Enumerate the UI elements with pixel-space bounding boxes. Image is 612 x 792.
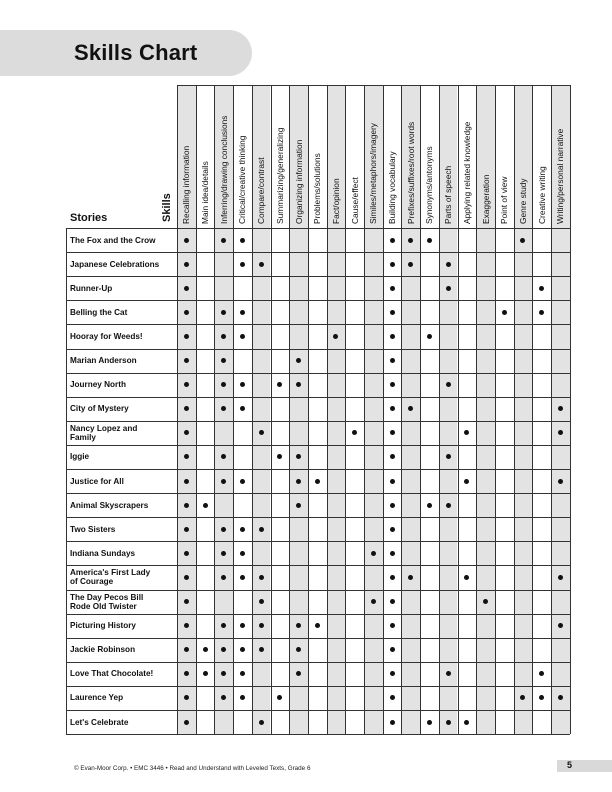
column-divider <box>271 85 272 734</box>
story-name-line: Belling the Cat <box>70 307 128 317</box>
skill-dot <box>240 310 245 315</box>
skill-dot <box>240 623 245 628</box>
skill-header-label: Creative writing <box>536 166 547 224</box>
column-divider <box>345 85 346 734</box>
story-name <box>70 308 127 317</box>
skill-dot <box>184 382 189 387</box>
skill-dot <box>464 430 469 435</box>
skill-dot <box>464 575 469 580</box>
story-name <box>70 284 112 293</box>
column-divider <box>420 85 421 734</box>
column-divider <box>177 85 178 734</box>
story-name-line: Nancy Lopez and <box>70 423 138 433</box>
column-divider <box>196 85 197 734</box>
skill-dot <box>184 262 189 267</box>
skill-dot <box>259 599 264 604</box>
skill-dot <box>277 454 282 459</box>
skill-dot <box>390 406 395 411</box>
skill-dot <box>390 358 395 363</box>
skill-dot <box>390 503 395 508</box>
skill-dot <box>446 382 451 387</box>
story-name-line: The Fox and the Crow <box>70 235 156 245</box>
skill-dot <box>184 720 189 725</box>
story-name-line: Justice for All <box>70 476 124 486</box>
skill-dot <box>184 575 189 580</box>
skill-dot <box>203 647 208 652</box>
skill-dot <box>390 623 395 628</box>
story-name-line: Marian Anderson <box>70 356 137 366</box>
skill-header-label: Building vocabulary <box>387 151 398 224</box>
skill-dot <box>352 430 357 435</box>
skill-dot <box>446 262 451 267</box>
column-divider <box>327 85 328 734</box>
story-name-line: City of Mystery <box>70 404 129 414</box>
story-name-line: Animal Skyscrapers <box>70 500 149 510</box>
story-name-line: Iggie <box>70 452 90 462</box>
skill-dot <box>184 503 189 508</box>
story-name-line: Picturing History <box>70 621 136 631</box>
story-name-line: America's First Lady <box>70 568 151 578</box>
skill-dot <box>427 238 432 243</box>
skill-dot <box>390 334 395 339</box>
skill-dot <box>240 647 245 652</box>
skill-dot <box>390 430 395 435</box>
skill-dot <box>184 551 189 556</box>
skill-dot <box>240 695 245 700</box>
skill-header-label: Writing/personal narrative <box>555 128 566 224</box>
skill-dot <box>390 310 395 315</box>
skill-dot <box>240 334 245 339</box>
story-name <box>70 621 136 630</box>
skill-dot <box>390 599 395 604</box>
skill-dot <box>390 238 395 243</box>
skill-dot <box>240 671 245 676</box>
skills-chart-grid <box>66 85 574 733</box>
story-name-line: The Day Pecos Bill <box>70 592 144 602</box>
column-divider <box>514 85 515 734</box>
story-name-line: Indiana Sundays <box>70 548 136 558</box>
story-column-border <box>66 228 67 734</box>
header-top-border <box>177 85 570 86</box>
skill-dot <box>390 286 395 291</box>
skill-dot <box>184 358 189 363</box>
story-name <box>70 549 135 558</box>
skill-dot <box>315 479 320 484</box>
story-name-line: Journey North <box>70 380 126 390</box>
story-name <box>70 424 137 442</box>
skills-axis-label: Skills <box>161 193 173 222</box>
skill-dot <box>427 334 432 339</box>
skill-dot <box>539 695 544 700</box>
skill-dot <box>259 527 264 532</box>
skill-dot <box>427 503 432 508</box>
skill-dot <box>446 286 451 291</box>
story-name <box>70 260 159 269</box>
skill-header-label: Similes/metaphors/imagery <box>368 123 379 224</box>
skill-dot <box>240 527 245 532</box>
skill-dot <box>259 623 264 628</box>
skill-dot <box>390 454 395 459</box>
skill-dot <box>390 671 395 676</box>
skill-header-label: Applying related knowledge <box>461 121 472 224</box>
column-divider <box>252 85 253 734</box>
story-name <box>70 332 143 341</box>
page-title: Skills Chart <box>74 40 198 65</box>
skill-header-label: Critical/creative thinking <box>237 135 248 224</box>
column-divider <box>401 85 402 734</box>
skill-dot <box>539 310 544 315</box>
skill-dot <box>184 623 189 628</box>
skill-dot <box>184 334 189 339</box>
story-name-line: Japanese Celebrations <box>70 259 160 269</box>
skill-dot <box>558 623 563 628</box>
skill-header-label: Compare/contrast <box>256 157 267 224</box>
skill-dot <box>221 527 226 532</box>
skill-dot <box>240 382 245 387</box>
skill-dot <box>184 286 189 291</box>
skill-header-label: Problems/solutions <box>312 153 323 224</box>
skill-dot <box>390 479 395 484</box>
skill-dot <box>296 503 301 508</box>
footer-credit: © Evan-Moor Corp. • EMC 3446 • Read and Understand with Leveled Texts, Grade 6 <box>74 765 311 772</box>
column-divider <box>532 85 533 734</box>
skill-dot <box>390 575 395 580</box>
skill-dot <box>221 479 226 484</box>
skill-header-label: Point of view <box>499 176 510 224</box>
skill-dot <box>240 262 245 267</box>
skill-dot <box>277 695 282 700</box>
skill-dot <box>315 623 320 628</box>
skill-dot <box>390 720 395 725</box>
skill-dot <box>259 575 264 580</box>
skill-dot <box>539 286 544 291</box>
story-name <box>70 593 143 611</box>
skill-dot <box>427 720 432 725</box>
story-name-line: Laurence Yep <box>70 693 124 703</box>
column-divider <box>214 85 215 734</box>
skill-dot <box>184 599 189 604</box>
column-divider <box>495 85 496 734</box>
skill-dot <box>240 551 245 556</box>
story-name-line: Runner-Up <box>70 283 113 293</box>
skill-dot <box>240 575 245 580</box>
page-number: 5 <box>567 760 573 770</box>
story-name <box>70 525 115 534</box>
skill-dot <box>240 238 245 243</box>
skill-dot <box>390 527 395 532</box>
page-number-tab <box>557 760 612 772</box>
skill-header-label: Fact/opinion <box>330 178 341 224</box>
skill-dot <box>446 503 451 508</box>
skill-dot <box>464 479 469 484</box>
story-name <box>70 380 126 389</box>
skill-dot <box>203 503 208 508</box>
story-name <box>70 568 150 586</box>
skill-header-label: Exaggeration <box>480 174 491 224</box>
skill-header-label: Prefixes/suffixes/root words <box>405 121 416 224</box>
column-divider <box>476 85 477 734</box>
skill-header-label: Cause/effect <box>349 177 360 224</box>
column-divider <box>364 85 365 734</box>
column-divider <box>458 85 459 734</box>
skill-dot <box>502 310 507 315</box>
skill-dot <box>277 382 282 387</box>
skill-dot <box>221 238 226 243</box>
skill-dot <box>390 382 395 387</box>
skill-header-label: Parts of speech <box>443 165 454 224</box>
row-divider <box>66 734 570 735</box>
column-divider <box>439 85 440 734</box>
skill-dot <box>184 310 189 315</box>
column-divider <box>551 85 552 734</box>
skill-header-label: Main idea/details <box>200 161 211 224</box>
skill-dot <box>408 238 413 243</box>
skill-dot <box>390 551 395 556</box>
story-name-line: Hooray for Weeds! <box>70 331 143 341</box>
story-name <box>70 669 153 678</box>
column-divider <box>570 85 571 734</box>
skill-dot <box>446 720 451 725</box>
skill-dot <box>558 575 563 580</box>
story-name-line: Rode Old Twister <box>70 601 137 611</box>
skill-dot <box>408 262 413 267</box>
column-divider <box>308 85 309 734</box>
story-name-line: Family <box>70 432 96 442</box>
skill-dot <box>203 671 208 676</box>
skill-dot <box>558 479 563 484</box>
story-name <box>70 477 124 486</box>
skill-dot <box>464 720 469 725</box>
story-name-line: of Courage <box>70 577 114 587</box>
story-name <box>70 645 135 654</box>
skill-dot <box>259 647 264 652</box>
skill-dot <box>539 671 544 676</box>
story-name <box>70 501 148 510</box>
story-name-line: Let's Celebrate <box>70 717 129 727</box>
skill-dot <box>371 551 376 556</box>
stories-axis-label: Stories <box>70 212 108 224</box>
story-name <box>70 404 129 413</box>
story-name <box>70 718 128 727</box>
column-divider <box>289 85 290 734</box>
column-divider <box>383 85 384 734</box>
skill-dot <box>240 479 245 484</box>
story-name <box>70 236 156 245</box>
skill-header-label: Recalling information <box>181 145 192 224</box>
skill-dot <box>390 695 395 700</box>
skill-header-label: Genre study <box>517 178 528 224</box>
skill-dot <box>296 479 301 484</box>
story-name-line: Two Sisters <box>70 524 116 534</box>
skill-dot <box>184 479 189 484</box>
skill-dot <box>184 527 189 532</box>
story-name-line: Love That Chocolate! <box>70 669 154 679</box>
skill-header-label: Inferring/drawing conclusions <box>218 115 229 224</box>
skill-dot <box>184 238 189 243</box>
story-name-line: Jackie Robinson <box>70 645 136 655</box>
skill-header-label: Synonyms/antonyms <box>424 146 435 224</box>
skill-dot <box>390 647 395 652</box>
story-name <box>70 452 89 461</box>
skill-dot <box>390 262 395 267</box>
skill-dot <box>240 406 245 411</box>
skill-header-label: Summarizing/generalizing <box>274 127 285 224</box>
skill-header-label: Organizing information <box>293 139 304 224</box>
column-divider <box>233 85 234 734</box>
skill-dot <box>259 720 264 725</box>
story-name <box>70 356 137 365</box>
skill-dot <box>259 262 264 267</box>
skill-dot <box>371 599 376 604</box>
story-name <box>70 693 123 702</box>
